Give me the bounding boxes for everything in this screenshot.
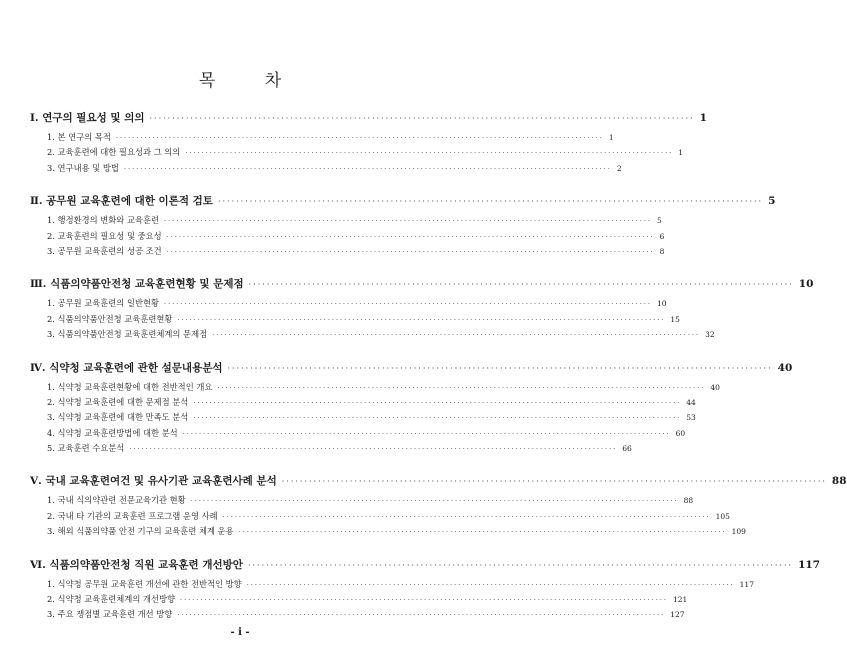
dot-leader: ························································································································ [164, 217, 652, 226]
subsection-title: 2. 식약청 교육훈련에 대한 문제점 분석 [47, 396, 189, 407]
chapter-page-number: 10 [798, 278, 814, 291]
subsection-title: 3. 해외 식품의약품 안전 기구의 교육훈련 체계 운용 [47, 526, 234, 537]
dot-leader: ························································································································ [246, 580, 735, 589]
subsection-page-number: 10 [656, 299, 667, 309]
subsection-page-number: 32 [705, 330, 715, 340]
toc-section [30, 360, 793, 458]
subsection-title: 1. 식약청 교육훈련현황에 대한 전반적인 개요 [47, 381, 213, 392]
toc-subsection-entry[interactable] [30, 230, 665, 245]
toc-section [30, 193, 776, 260]
subsection-title: 1. 국내 식의약관련 전문교육기관 현황 [47, 495, 186, 506]
toc-subsection-entry[interactable] [30, 131, 614, 146]
subsection-title: 3. 주요 쟁점별 교육훈련 개선 방향 [47, 609, 173, 620]
dot-leader: ························································································································ [193, 414, 682, 423]
dot-leader: ························································································································ [212, 331, 701, 340]
toc-subsection-entry[interactable] [30, 494, 694, 509]
subsection-title: 3. 연구내용 및 방법 [47, 162, 119, 173]
subsection-page-number: 127 [670, 610, 685, 620]
dot-leader: ························································································································ [248, 280, 794, 290]
toc-subsection-entry[interactable] [30, 608, 685, 623]
toc-subsection-entry[interactable] [30, 381, 720, 396]
chapter-page-number: 40 [777, 361, 793, 374]
dot-leader: ························································································································ [166, 247, 655, 256]
chapter-title: Ⅳ. 식약청 교육훈련에 관한 설문내용분석 [30, 361, 223, 374]
toc-subsection-entry[interactable] [30, 396, 696, 411]
dot-leader: ························································································································ [177, 611, 666, 620]
subsection-page-number: 1 [608, 133, 614, 142]
toc-subsection-entry[interactable] [30, 297, 667, 312]
page-title: 목 차 [198, 71, 304, 91]
dot-leader: ························································································································ [217, 383, 706, 392]
toc-subsection-entry[interactable] [30, 510, 730, 525]
dot-leader: ························································································································ [164, 300, 652, 309]
toc-chapter-entry[interactable] [30, 110, 707, 127]
dot-leader: ························································································································ [217, 197, 764, 207]
toc-chapter-entry[interactable] [30, 193, 776, 210]
chapter-page-number: 1 [699, 112, 707, 124]
subsection-title: 3. 식품의약품안전청 교육훈련체계의 문제점 [47, 329, 208, 340]
subsection-page-number: 109 [731, 527, 746, 537]
dot-leader: ························································································································ [129, 445, 618, 454]
toc-subsection-entry[interactable] [30, 214, 662, 229]
dot-leader: ························································································································ [166, 232, 655, 241]
dot-leader: ························································································································ [281, 477, 827, 487]
toc-chapter-entry[interactable] [30, 557, 821, 574]
chapter-title: Ⅲ. 식품의약품안전청 교육훈련현황 및 문제점 [30, 278, 244, 291]
dot-leader: ························································································································ [190, 497, 679, 506]
subsection-title: 1. 식약청 공무원 교육훈련 개선에 관한 전반적인 방향 [47, 578, 242, 589]
dot-leader: ························································································································ [222, 512, 711, 521]
subsection-page-number: 40 [710, 382, 720, 392]
subsection-title: 1. 본 연구의 목적 [47, 132, 111, 142]
subsection-page-number: 117 [739, 579, 754, 589]
toc-subsection-entry[interactable] [30, 146, 684, 161]
toc-subsection-entry[interactable] [30, 328, 715, 343]
subsection-page-number: 6 [659, 231, 665, 241]
chapter-title: Ⅴ. 국내 교육훈련여건 및 유사기관 교육훈련사례 분석 [30, 475, 277, 488]
dot-leader: ························································································································ [115, 134, 604, 142]
dot-leader: ························································································································ [193, 398, 682, 407]
subsection-page-number: 1 [678, 148, 684, 158]
chapter-page-number: 88 [831, 475, 847, 488]
dot-leader: ························································································································ [177, 315, 666, 324]
toc-subsection-entry[interactable] [30, 593, 688, 608]
subsection-title: 2. 교육훈련에 대한 필요성과 그 의의 [47, 147, 181, 158]
subsection-title: 5. 교육훈련 수요분석 [47, 443, 125, 454]
dot-leader: ························································································································ [238, 528, 727, 537]
subsection-page-number: 53 [686, 413, 696, 423]
toc-subsection-entry[interactable] [30, 442, 632, 457]
dot-leader: ························································································································ [247, 560, 794, 570]
subsection-title: 1. 행정환경의 변화와 교육훈련 [47, 215, 160, 226]
dot-leader: ························································································································ [227, 363, 773, 373]
toc-subsection-entry[interactable] [30, 313, 680, 328]
toc-subsection-entry[interactable] [30, 245, 665, 260]
toc-section [30, 473, 847, 540]
dot-leader: ························································································································ [185, 149, 674, 158]
subsection-page-number: 5 [656, 216, 662, 226]
subsection-page-number: 88 [683, 496, 694, 506]
toc-subsection-entry[interactable] [30, 411, 696, 426]
toc-chapter-entry[interactable] [30, 276, 814, 293]
toc-section [30, 557, 821, 624]
dot-leader: ························································································································ [123, 164, 612, 173]
toc-section [30, 276, 814, 343]
subsection-page-number: 66 [622, 444, 632, 454]
toc-subsection-entry[interactable] [30, 578, 754, 593]
chapter-page-number: 5 [768, 195, 776, 208]
toc-section [30, 110, 707, 177]
chapter-title: Ⅰ. 연구의 필요성 및 의의 [30, 112, 145, 124]
toc-chapter-entry[interactable] [30, 473, 847, 490]
subsection-title: 2. 국내 타 기관의 교육훈련 프로그램 운영 사례 [47, 510, 218, 521]
chapter-page-number: 117 [798, 558, 821, 571]
subsection-title: 1. 공무원 교육훈련의 일반현황 [47, 298, 160, 309]
subsection-page-number: 105 [715, 511, 730, 521]
chapter-title: Ⅵ. 식품의약품안전청 직원 교육훈련 개선방안 [30, 558, 243, 571]
subsection-page-number: 15 [670, 314, 680, 324]
toc-subsection-entry[interactable] [30, 162, 622, 177]
table-of-contents [30, 110, 847, 640]
subsection-page-number: 2 [616, 163, 622, 173]
chapter-title: Ⅱ. 공무원 교육훈련에 대한 이론적 검토 [30, 195, 213, 208]
subsection-page-number: 44 [686, 397, 696, 407]
subsection-title: 4. 식약청 교육훈련방법에 대한 분석 [47, 427, 178, 438]
subsection-title: 2. 식품의약품안전청 교육훈련현황 [47, 313, 173, 324]
toc-subsection-entry[interactable] [30, 525, 746, 540]
subsection-page-number: 60 [675, 428, 686, 438]
dot-leader: ························································································································ [149, 114, 695, 123]
subsection-title: 2. 교육훈련의 필요성 및 중요성 [47, 230, 162, 241]
subsection-page-number: 121 [673, 595, 688, 605]
dot-leader: ························································································································ [180, 596, 668, 605]
toc-subsection-entry[interactable] [30, 427, 686, 442]
subsection-title: 3. 공무원 교육훈련의 성공 조건 [47, 245, 162, 256]
page-number: - i - [230, 627, 250, 638]
subsection-title: 2. 식약청 교육훈련체계의 개선방향 [47, 594, 176, 605]
toc-chapter-entry[interactable] [30, 360, 793, 377]
subsection-page-number: 8 [659, 246, 665, 256]
subsection-title: 3. 식약청 교육훈련에 대한 만족도 분석 [47, 412, 189, 423]
dot-leader: ························································································································ [182, 429, 671, 438]
